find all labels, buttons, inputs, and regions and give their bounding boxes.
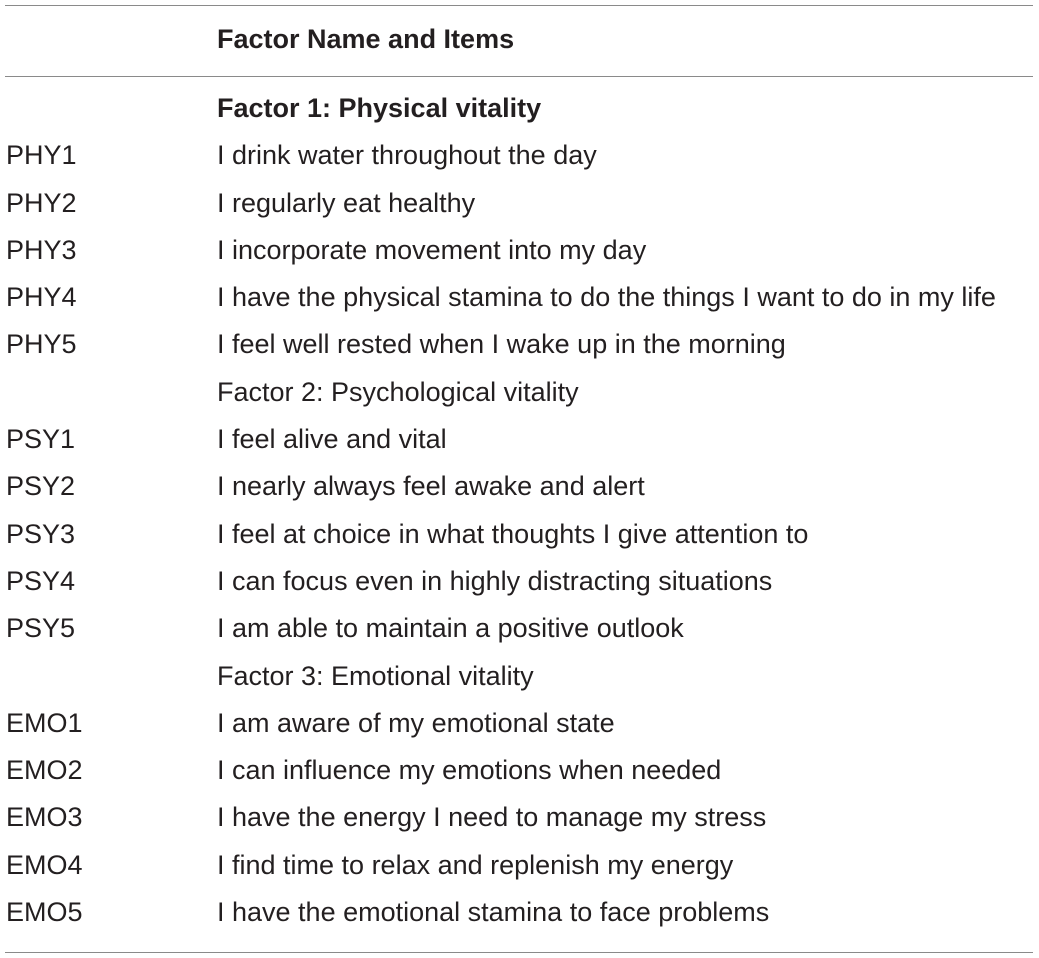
item-text: I regularly eat healthy <box>217 187 476 218</box>
factor-name: Factor 3: Emotional vitality <box>217 660 534 691</box>
table-bottom-rule <box>5 952 1033 953</box>
table-row <box>0 230 1039 277</box>
table-row <box>0 845 1039 892</box>
item-code: PHY2 <box>6 187 77 218</box>
table-row <box>0 892 1039 939</box>
item-code: PSY1 <box>6 424 76 455</box>
table-row <box>0 514 1039 561</box>
item-code: PHY3 <box>6 234 77 265</box>
table-row <box>0 466 1039 513</box>
item-code: PHY5 <box>6 329 77 360</box>
item-text: I feel well rested when I wake up in the morning <box>217 329 786 360</box>
item-text: I drink water throughout the day <box>217 140 597 171</box>
table-row <box>0 703 1039 750</box>
factor-heading-row <box>0 88 1039 135</box>
item-text: I feel alive and vital <box>217 424 447 455</box>
table-row <box>0 324 1039 371</box>
item-code: PHY1 <box>6 140 77 171</box>
item-text: I find time to relax and replenish my energy <box>217 849 734 880</box>
item-code: EMO4 <box>6 849 83 880</box>
factor-heading-row <box>0 372 1039 419</box>
table-row <box>0 561 1039 608</box>
factor-name: Factor 2: Psychological vitality <box>217 376 579 407</box>
factor-name: Factor 1: Physical vitality <box>217 93 542 123</box>
table-row <box>0 419 1039 466</box>
item-code: EMO3 <box>6 802 83 833</box>
item-code: PSY3 <box>6 518 76 549</box>
table-header-row <box>0 18 1039 66</box>
table-row <box>0 797 1039 844</box>
item-code: PSY2 <box>6 471 76 502</box>
factor-heading-row <box>0 656 1039 703</box>
item-text: I am aware of my emotional state <box>217 707 615 738</box>
table-top-rule <box>5 5 1033 6</box>
table-row <box>0 277 1039 324</box>
item-text: I have the physical stamina to do the things I want to do in my life <box>217 282 996 313</box>
table-row <box>0 135 1039 182</box>
item-text: I have the energy I need to manage my stress <box>217 802 767 833</box>
item-code: PSY5 <box>6 613 76 644</box>
item-text: I can focus even in highly distracting situations <box>217 565 773 596</box>
table-row <box>0 750 1039 797</box>
item-text: I nearly always feel awake and alert <box>217 471 645 502</box>
table-header-rule <box>5 76 1033 77</box>
item-code: EMO5 <box>6 897 83 928</box>
item-text: I have the emotional stamina to face problems <box>217 897 770 928</box>
item-code: EMO2 <box>6 755 83 786</box>
item-code: PSY4 <box>6 565 76 596</box>
item-text: I am able to maintain a positive outlook <box>217 613 684 644</box>
item-code: PHY4 <box>6 282 77 313</box>
item-text: I feel at choice in what thoughts I give attention to <box>217 518 809 549</box>
item-code: EMO1 <box>6 707 83 738</box>
table-row <box>0 608 1039 655</box>
table-header-title: Factor Name and Items <box>217 24 515 54</box>
item-text: I can influence my emotions when needed <box>217 755 722 786</box>
item-text: I incorporate movement into my day <box>217 234 647 265</box>
table-row <box>0 183 1039 230</box>
table-body <box>0 88 1039 939</box>
